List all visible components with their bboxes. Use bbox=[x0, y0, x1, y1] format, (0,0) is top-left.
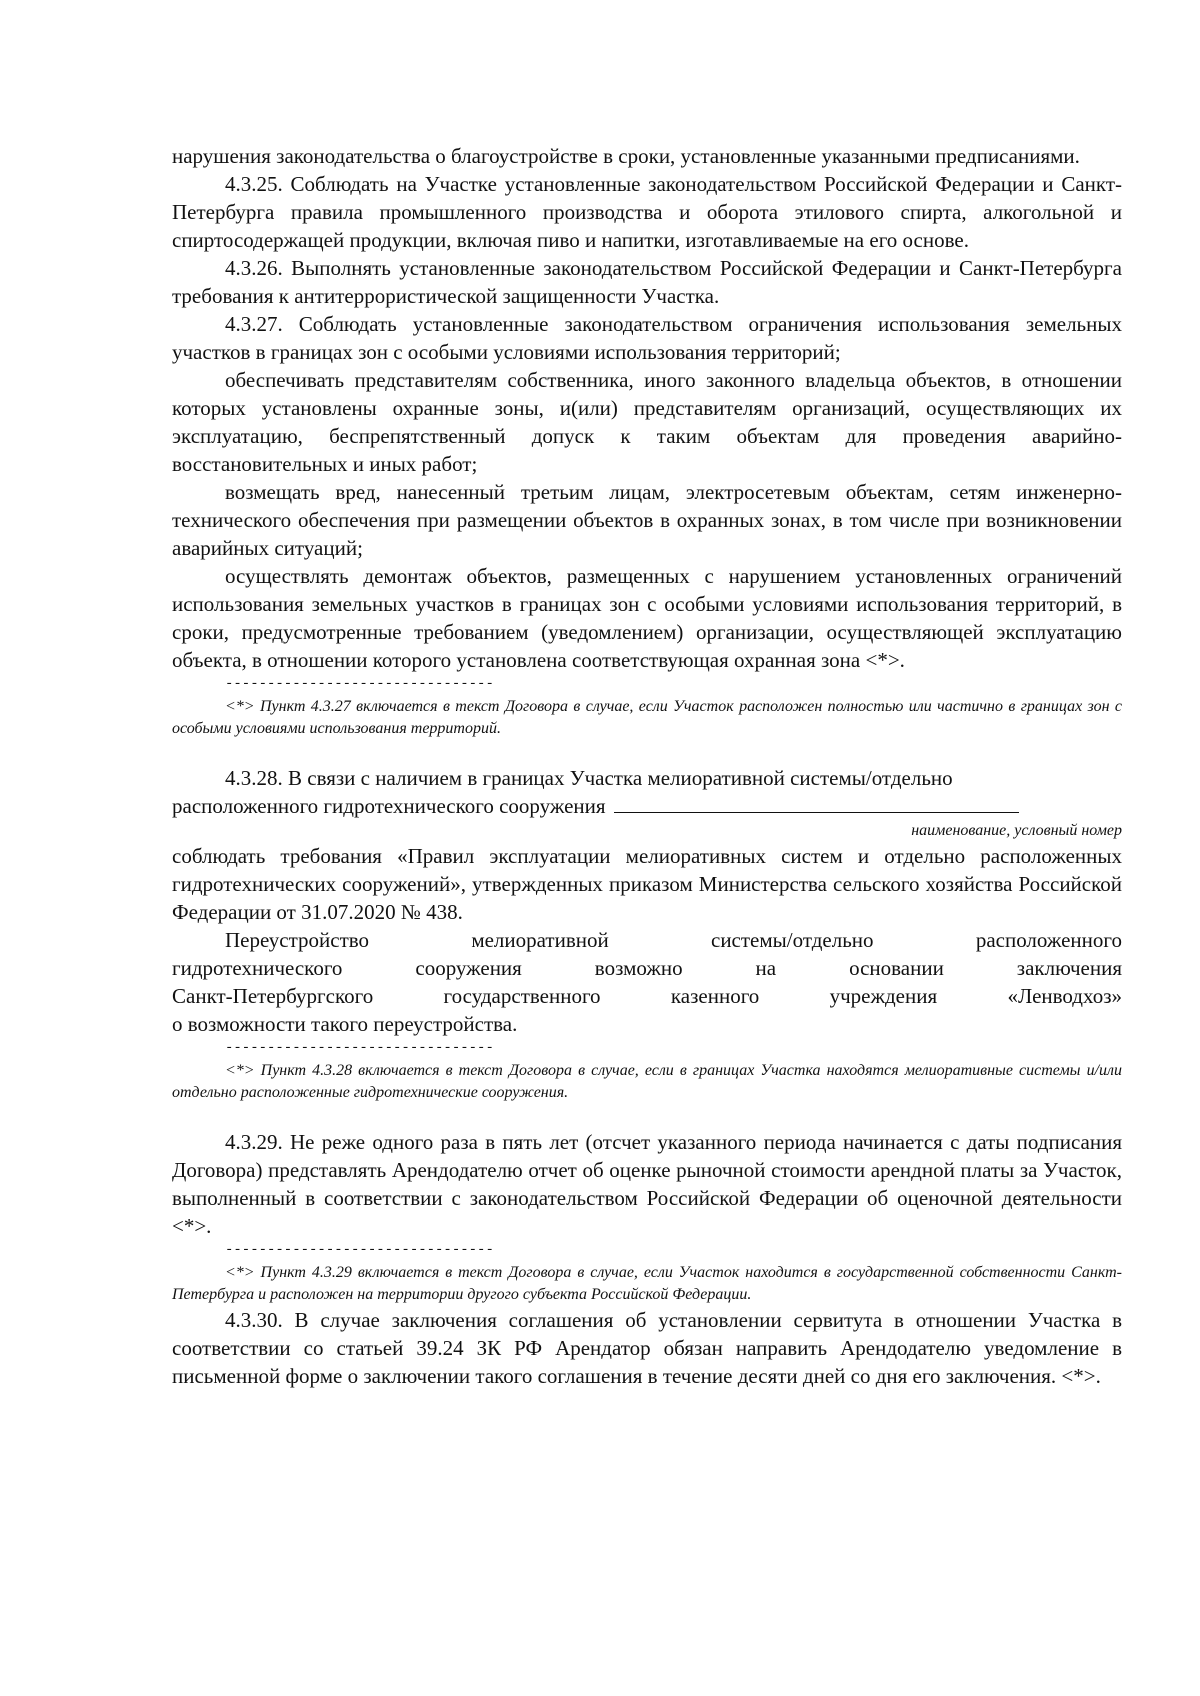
paragraph-4-3-28-line2 bbox=[172, 792, 1122, 820]
word: расположенного bbox=[975, 928, 1122, 952]
paragraph-4-3-28-b-row2 bbox=[172, 954, 1122, 982]
word: Переустройство bbox=[225, 928, 370, 952]
word: Санкт-Петербургского bbox=[172, 984, 374, 1008]
word: учреждения bbox=[829, 984, 938, 1008]
word: гидротехнического bbox=[172, 956, 343, 980]
word: основании bbox=[849, 956, 944, 980]
word: заключения bbox=[1016, 956, 1122, 980]
word: сооружения bbox=[415, 956, 522, 980]
paragraph-4-3-29: 4.3.29. Не реже одного раза в пять лет (отсчет указанного периода начинается с даты подписания Договора) представлять Арендодателю отчет об оценке рыночной стоимости арендной платы за Участок, выполненный в соответствии с законодательством Российской Федерации об оценочной деятельности <*>. bbox=[172, 1130, 1122, 1238]
word: «Ленводхоз» bbox=[1007, 984, 1122, 1008]
word: на bbox=[755, 956, 777, 980]
paragraph-4-3-27-damages: возмещать вред, нанесенный третьим лицам, электросетевым объектам, сетям инженерно-технического обеспечения при размещении объектов в охранных зонах, в том числе при возникновении аварийных ситуаций; bbox=[172, 480, 1122, 560]
paragraph-4-3-28-line2-text: расположенного гидротехнического сооружения bbox=[172, 794, 606, 818]
word: казенного bbox=[670, 984, 760, 1008]
footnote-4-3-27: <*> Пункт 4.3.27 включается в текст Договора в случае, если Участок расположен полностью или частично в границах зон с особыми условиями использования территорий. bbox=[172, 698, 1122, 737]
paragraph-4-3-28-b-row3 bbox=[172, 982, 1122, 1010]
paragraph-continuation: нарушения законодательства о благоустройстве в сроки, установленные указанными предписаниями. bbox=[172, 144, 1080, 168]
blank-fill-line bbox=[614, 792, 1019, 813]
paragraph-4-3-30: 4.3.30. В случае заключения соглашения об установлении сервитута в отношении Участка в соответствии со статьей 39.24 ЗК РФ Арендатор обязан направить Арендодателю уведомление в письменной форме о заключении такого соглашения в течение десяти дней со дня его заключения. <*>. bbox=[172, 1308, 1122, 1388]
word: системы/отдельно bbox=[711, 928, 874, 952]
footnote-separator: -------------------------------- bbox=[225, 1040, 494, 1056]
footnote-4-3-28: <*> Пункт 4.3.28 включается в текст Договора в случае, если в границах Участка находятся мелиоративные системы и/или отдельно расположенные гидротехнические сооружения. bbox=[172, 1062, 1122, 1101]
paragraph-4-3-28-rest: соблюдать требования «Правил эксплуатации мелиоративных систем и отдельно расположенных гидротехнических сооружений», утвержденных приказом Министерства сельского хозяйства Российской Федерации от 31.07.2020 № 438. bbox=[172, 844, 1122, 924]
paragraph-4-3-28-b-row1 bbox=[172, 926, 1122, 954]
word: государственного bbox=[443, 984, 601, 1008]
paragraph-4-3-28-b-row4: о возможности такого переустройства. bbox=[172, 1012, 518, 1036]
blank-caption: наименование, условный номер bbox=[911, 822, 1122, 839]
paragraph-4-3-25: 4.3.25. Соблюдать на Участке установленные законодательством Российской Федерации и Санкт-Петербурга правила промышленного производства и оборота этилового спирта, алкогольной и спиртосодержащей продукции, включая пиво и напитки, изготавливаемые на его основе. bbox=[172, 172, 1122, 252]
document-page bbox=[172, 142, 1122, 1390]
paragraph-4-3-28-line1: 4.3.28. В связи с наличием в границах Участка мелиоративной системы/отдельно bbox=[225, 766, 953, 790]
paragraph-4-3-27-access: обеспечивать представителям собственника, иного законного владельца объектов, в отношении которых установлены охранные зоны, и(или) представителям организаций, осуществляющих их эксплуатацию, беспрепятственный допуск к таким объектам для проведения аварийно-восстановительных и иных работ; bbox=[172, 368, 1122, 476]
paragraph-4-3-27: 4.3.27. Соблюдать установленные законодательством ограничения использования земельных участков в границах зон с особыми условиями использования территорий; bbox=[172, 312, 1122, 364]
word: возможно bbox=[594, 956, 683, 980]
paragraph-4-3-26: 4.3.26. Выполнять установленные законодательством Российской Федерации и Санкт-Петербурга требования к антитеррористической защищенности Участка. bbox=[172, 256, 1122, 308]
footnote-separator: -------------------------------- bbox=[225, 676, 494, 692]
footnote-4-3-29: <*> Пункт 4.3.29 включается в текст Договора в случае, если Участок находится в государственной собственности Санкт-Петербурга и расположен на территории другого субъекта Российской Федерации. bbox=[172, 1264, 1122, 1303]
word: мелиоративной bbox=[471, 928, 609, 952]
footnote-separator: -------------------------------- bbox=[225, 1242, 494, 1258]
paragraph-4-3-27-dismantling: осуществлять демонтаж объектов, размещенных с нарушением установленных ограничений использования земельных участков в границах зон с особыми условиями использования территорий, в сроки, предусмотренные требованием (уведомлением) организации, осуществляющей эксплуатацию объекта, в отношении которого установлена соответствующая охранная зона <*>. bbox=[172, 564, 1122, 672]
